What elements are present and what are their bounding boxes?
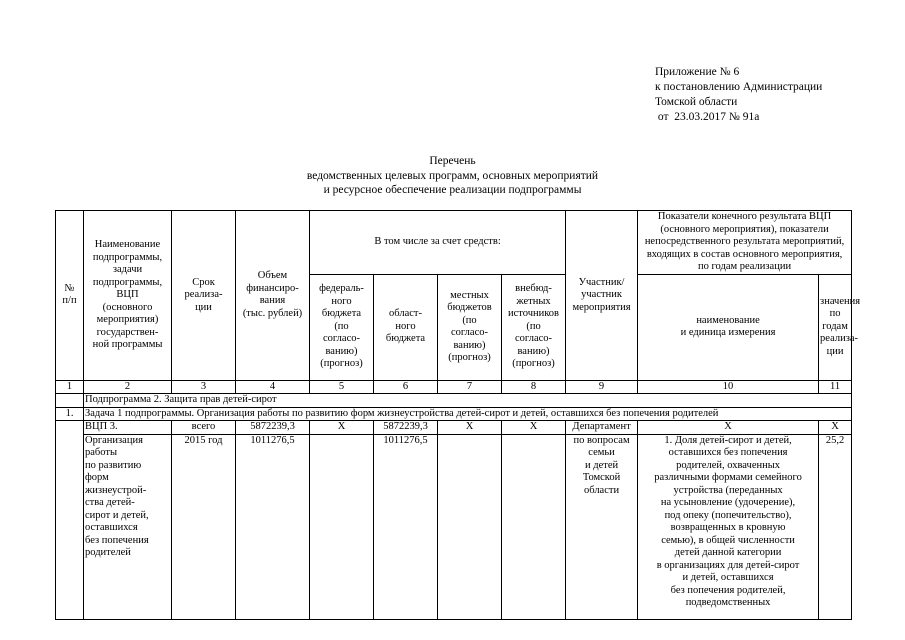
term-year: 2015 год <box>172 434 236 619</box>
header-indicator-name: наименование и единица измерения <box>638 274 819 380</box>
term-total: всего <box>172 421 236 435</box>
document-title <box>0 154 905 198</box>
indicator-value-total: X <box>819 421 852 435</box>
header-indicator-values: значения по годам реализа- ции <box>819 274 852 380</box>
vcp-name-head: ВЦП 3. <box>84 421 172 435</box>
task-title: Задача 1 подпрограммы. Организация работы по развитию форм жизнеустройства детей-сирот и детей, оставшихся без попечения родителей <box>84 407 852 421</box>
header-regional: област- ного бюджета <box>374 274 438 380</box>
local-total: X <box>438 421 502 435</box>
col-number: 2 <box>84 380 172 394</box>
title-line-1: Перечень <box>429 155 476 167</box>
col-number: 11 <box>819 380 852 394</box>
indicator-name-text: 1. Доля детей-сирот и детей, оставшихся без попечения родителей, охваченных различными формами семейного устройства (переданных на усыновление (удочерение), под опеку (попечительство), возвращенных в кровную семью), в общей численности детей данной категории в организациях для детей-сирот и детей, оставшихся без попечения родителей, подведомственных <box>638 434 819 619</box>
header-participant: Участник/ участник мероприятия <box>566 211 638 381</box>
indicator-value: 25,2 <box>819 434 852 619</box>
indicator-name-total: X <box>638 421 819 435</box>
header-extra: внебюд- жетных источников (по согласо- ванию) (прогноз) <box>502 274 566 380</box>
header-term: Срок реализа- ции <box>172 211 236 381</box>
col-number: 9 <box>566 380 638 394</box>
header-volume: Объем финансиро- вания (тыс. рублей) <box>236 211 310 381</box>
header-including: В том числе за счет средств: <box>310 211 566 275</box>
appendix-number: Приложение № 6 <box>655 66 740 78</box>
regional-total: 5872239,3 <box>374 421 438 435</box>
regional-year: 1011276,5 <box>374 434 438 619</box>
col-number: 7 <box>438 380 502 394</box>
col-number: 10 <box>638 380 819 394</box>
subprogram-row <box>56 394 852 408</box>
vcp-total-row <box>56 421 852 435</box>
volume-year: 1011276,5 <box>236 434 310 619</box>
task-row <box>56 407 852 421</box>
participant-body: по вопросам семьи и детей Томской области <box>566 434 638 619</box>
extra-total: X <box>502 421 566 435</box>
col-number: 4 <box>236 380 310 394</box>
participant-head: Департамент <box>566 421 638 435</box>
vcp-year-row <box>56 434 852 619</box>
header-num: № п/п <box>56 211 84 381</box>
appendix-decree: к постановлению Администрации <box>655 81 823 93</box>
vcp-name-body: Организация работы по развитию форм жизнеустрой- ства детей- сирот и детей, оставшихся без попечения родителей <box>84 434 172 619</box>
task-number: 1. <box>56 407 84 421</box>
appendix-region: Томской области <box>655 96 738 108</box>
header-federal: федераль- ного бюджета (по согласо- ванию) (прогноз) <box>310 274 374 380</box>
col-number: 1 <box>56 380 84 394</box>
title-line-3: и ресурсное обеспечение реализации подпрограммы <box>323 184 582 196</box>
header-indicators: Показатели конечного результата ВЦП (основного мероприятия), показатели непосредственного результата мероприятий, входящих в состав основного мероприятия, по годам реализации <box>638 211 852 275</box>
appendix-block <box>655 65 822 125</box>
programs-table <box>55 210 861 620</box>
appendix-date: от 23.03.2017 № 91а <box>655 111 760 123</box>
volume-total: 5872239,3 <box>236 421 310 435</box>
title-line-2: ведомственных целевых программ, основных мероприятий <box>306 169 599 182</box>
column-numbers-row <box>56 380 852 394</box>
col-number: 8 <box>502 380 566 394</box>
col-number: 5 <box>310 380 374 394</box>
header-local: местных бюджетов (по согласо- ванию) (прогноз) <box>438 274 502 380</box>
col-number: 3 <box>172 380 236 394</box>
subprogram-title: Подпрограмма 2. Защита прав детей-сирот <box>84 394 852 408</box>
col-number: 6 <box>374 380 438 394</box>
header-name: Наименование подпрограммы, задачи подпрограммы, ВЦП (основного мероприятия) государствен- ной программы <box>84 211 172 381</box>
federal-total: X <box>310 421 374 435</box>
